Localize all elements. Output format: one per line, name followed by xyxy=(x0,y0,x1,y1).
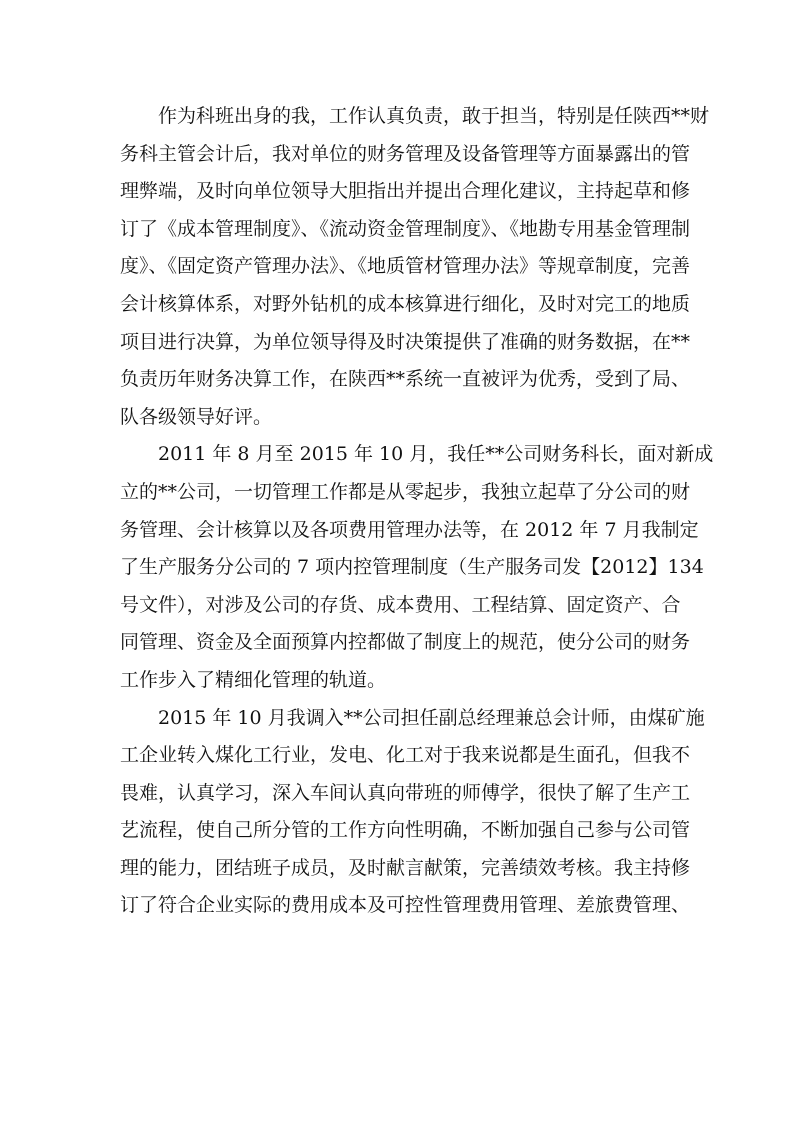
paragraph-line: 2015 年 10 月我调入**公司担任副总经理兼总会计师，由煤矿施 xyxy=(158,706,705,729)
paragraph-line: 项目进行决算，为单位领导得及时决策提供了准确的财务数据，在** xyxy=(120,330,691,353)
paragraph-line: 2011 年 8 月至 2015 年 10 月，我任**公司财务科长，面对新成 xyxy=(158,443,714,466)
paragraph-line: 工作步入了精细化管理的轨道。 xyxy=(120,668,387,691)
paragraph-line: 工企业转入煤化工行业，发电、化工对于我来说都是生面孔，但我不 xyxy=(120,744,691,767)
paragraph-line: 了生产服务分公司的 7 项内控管理制度（生产服务司发【2012】134 xyxy=(120,556,704,579)
paragraph-line: 务管理、会计核算以及各项费用管理办法等，在 2012 年 7 月我制定 xyxy=(120,518,699,541)
paragraph-2 xyxy=(120,436,714,699)
paragraph-line: 作为科班出身的我，工作认真负责，敢于担当，特别是任陕西**财 xyxy=(158,105,710,127)
paragraph-line: 务科主管会计后，我对单位的财务管理及设备管理等方面暴露出的管 xyxy=(120,142,691,165)
paragraph-line: 负责历年财务决算工作，在陕西**系统一直被评为优秀，受到了局、 xyxy=(120,368,691,391)
paragraph-line: 理的能力，团结班子成员，及时献言献策，完善绩效考核。我主持修 xyxy=(120,856,691,879)
paragraph-line: 号文件），对涉及公司的存货、成本费用、工程结算、固定资产、合 xyxy=(120,593,681,616)
paragraph-line: 艺流程，使自己所分管的工作方向性明确，不断加强自己参与公司管 xyxy=(120,819,691,842)
paragraph-1 xyxy=(120,98,710,436)
paragraph-line: 队各级领导好评。 xyxy=(120,405,273,428)
paragraph-line: 立的**公司，一切管理工作都是从零起步，我独立起草了分公司的财 xyxy=(120,480,691,503)
paragraph-line: 理弊端，及时向单位领导大胆指出并提出合理化建议，主持起草和修 xyxy=(120,180,691,203)
paragraph-3 xyxy=(120,700,705,926)
paragraph-line: 订了符合企业实际的费用成本及可控性管理费用管理、差旅费管理、 xyxy=(120,894,691,917)
paragraph-line: 畏难，认真学习，深入车间认真向带班的师傅学，很快了解了生产工 xyxy=(120,781,691,804)
document-body xyxy=(120,98,714,925)
paragraph-line: 会计核算体系，对野外钻机的成本核算进行细化，及时对完工的地质 xyxy=(120,292,691,315)
paragraph-line: 订了《成本管理制度》、《流动资金管理制度》、《地勘专用基金管理制 xyxy=(120,217,691,240)
paragraph-line: 度》、《固定资产管理办法》、《地质管材管理办法》等规章制度，完善 xyxy=(120,255,691,278)
paragraph-line: 同管理、资金及全面预算内控都做了制度上的规范，使分公司的财务 xyxy=(120,631,691,654)
